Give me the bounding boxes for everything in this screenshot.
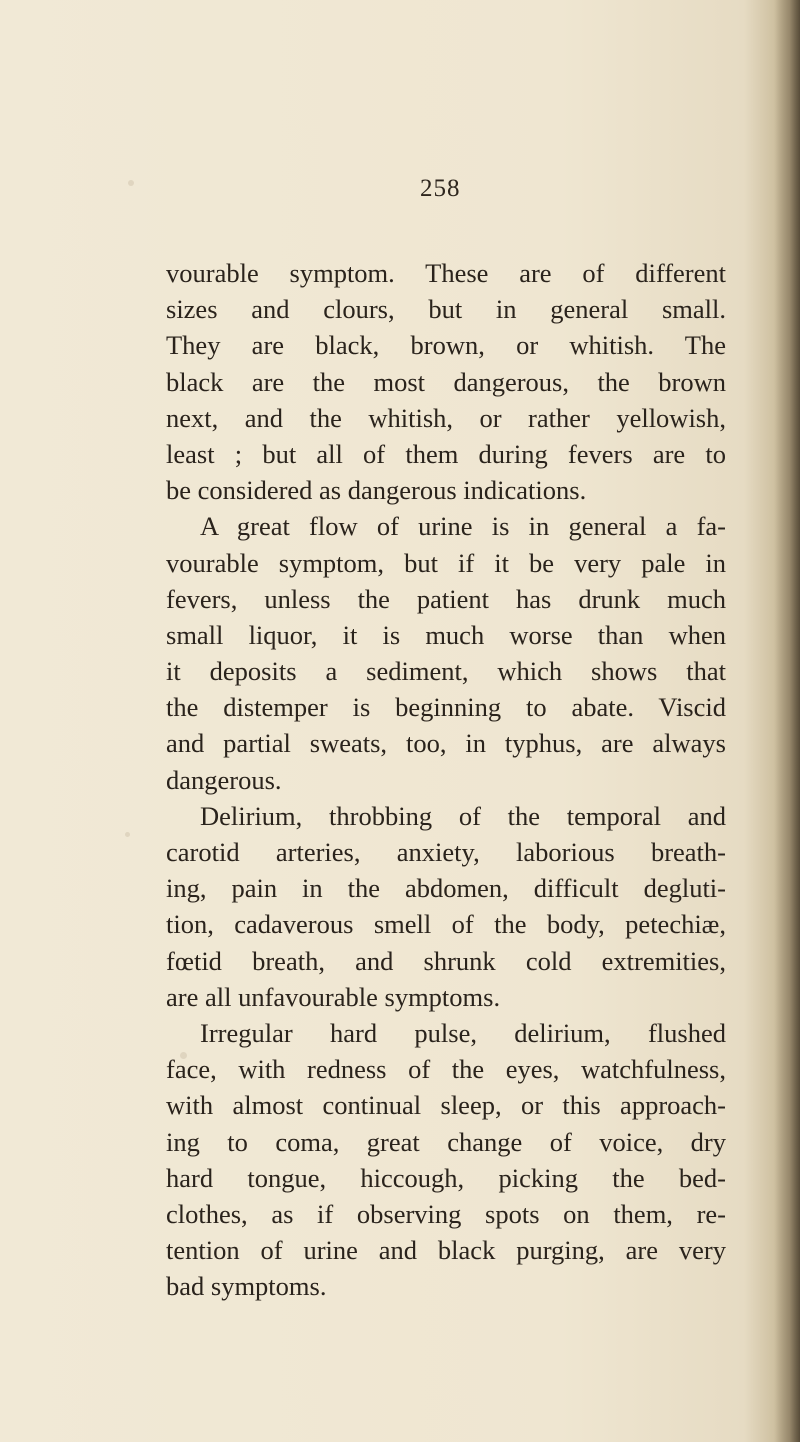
text-line: black are the most dangerous, the brown [166,366,726,397]
text-line: be considered as dangerous indications. [166,475,587,506]
text-line: hard tongue, hiccough, picking the bed- [166,1162,726,1193]
text-line: and partial sweats, too, in typhus, are always [166,728,726,759]
text-line: dangerous. [166,764,282,795]
text-line: ing to coma, great change of voice, dry [166,1126,726,1157]
text-line: Irregular hard pulse, delirium, flushed [200,1017,726,1048]
text-line: Delirium, throbbing of the temporal and [200,800,726,831]
text-line: vourable symptom, but if it be very pale in [166,547,726,578]
text-line: fevers, unless the patient has drunk much [166,583,726,614]
paper-stain [125,832,130,837]
text-line: fœtid breath, and shrunk cold extremities, [166,945,726,976]
text-line: tion, cadaverous smell of the body, petechiæ, [166,909,726,940]
page-number: 258 [420,175,461,202]
text-line: bad symptoms. [166,1271,327,1302]
text-line: with almost continual sleep, or this approach- [166,1090,726,1121]
text-line: next, and the whitish, or rather yellowish, [166,402,726,433]
text-line: it deposits a sediment, which shows that [166,656,726,687]
text-line: face, with redness of the eyes, watchfulness, [166,1054,726,1085]
text-line: the distemper is beginning to abate. Viscid [166,692,726,723]
text-line: are all unfavourable symptoms. [166,981,501,1012]
text-line: They are black, brown, or whitish. The [166,330,726,361]
text-line: vourable symptom. These are of different [166,258,726,288]
text-line: carotid arteries, anxiety, laborious breath- [166,837,726,867]
paper-stain [128,180,134,186]
text-line: clothes, as if observing spots on them, re- [166,1198,726,1229]
page-edge-shadow [774,0,800,1442]
text-line: least ; but all of them during fevers are to [166,438,726,469]
text-line: small liquor, it is much worse than when [166,619,726,650]
text-line: A great flow of urine is in general a fa- [200,511,726,542]
body-text [166,255,726,1304]
text-line: tention of urine and black purging, are very [166,1235,726,1266]
text-line: ing, pain in the abdomen, difficult degluti- [166,873,726,904]
text-line: sizes and clours, but in general small. [166,294,726,325]
